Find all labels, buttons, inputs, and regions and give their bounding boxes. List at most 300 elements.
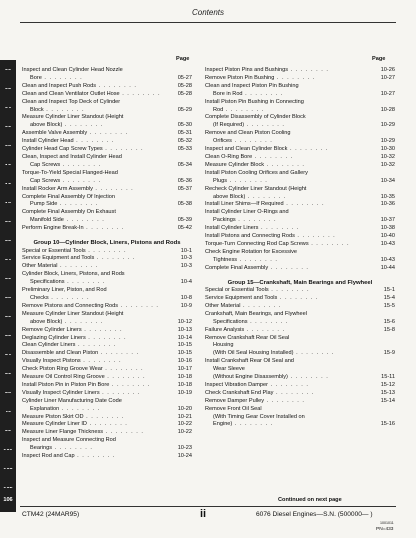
toc-entry-title: Service Equipment and Tools — [22, 255, 95, 262]
toc-entry-title: Explanation — [30, 405, 60, 412]
leader-dots: . . . . . . . . — [242, 90, 284, 97]
toc-page-number: 10-18 — [177, 381, 192, 388]
toc-page-number: 05-28 — [177, 82, 192, 89]
leader-dots: . . . . . . . . — [252, 153, 294, 160]
leader-dots: . . . . . . . . — [258, 225, 300, 232]
toc-entry — [205, 91, 395, 99]
leader-dots: . . . . . . . . — [73, 138, 115, 145]
toc-entry-title: Special or Essential Tools — [22, 247, 86, 254]
toc-entry-title: Complete Final Assembly On Exhaust — [22, 209, 116, 216]
toc-page-number: 10-19 — [177, 389, 192, 396]
toc-page-number: 10-22 — [177, 429, 192, 436]
toc-page-number: 10-37 — [380, 217, 395, 224]
toc-entry — [22, 382, 192, 390]
toc-page-number: 10-18 — [177, 374, 192, 381]
toc-entry — [22, 67, 192, 75]
toc-entry — [205, 241, 395, 249]
footer-rule — [20, 506, 396, 507]
leader-dots: . . . . . . . . — [62, 122, 104, 129]
toc-entry-title: Check Engine Rotation for Excessive — [205, 248, 298, 255]
group-heading: Group 10—Cylinder Block, Liners, Pistons and Rods — [33, 240, 181, 247]
toc-entry — [205, 170, 395, 178]
toc-entry-title: Tightness — [213, 256, 238, 263]
toc-page-number: 05-29 — [177, 106, 192, 113]
page-column-label-left: Page — [176, 56, 190, 62]
toc-page-number: 15-11 — [381, 374, 395, 381]
toc-entry-title: above Block) — [30, 318, 63, 325]
toc-page-number: 10-12 — [177, 318, 192, 325]
toc-page-number: 10-14 — [177, 334, 192, 341]
toc-entry — [205, 406, 395, 414]
toc-entry-title: Bore in Rod — [213, 90, 243, 97]
toc-entry-title: Clean Cylinder Liners — [22, 342, 76, 349]
leader-dots: . . . . . . . . — [94, 255, 136, 262]
toc-entry-title: Special or Essential Tools — [205, 287, 269, 294]
toc-entry — [205, 390, 395, 398]
toc-page-number: 15-5 — [383, 302, 395, 309]
leader-dots: . . . . . . . . — [277, 294, 319, 301]
toc-page-number: 10-44 — [380, 264, 395, 271]
leader-dots: . . . . . . . . — [41, 74, 83, 81]
leader-dots: . . . . . . . . — [264, 397, 305, 404]
toc-entry-title: (If Required) — [213, 122, 245, 129]
leader-dots: . . . . . . . . — [60, 161, 102, 168]
leader-dots: . . . . . . . . — [118, 302, 159, 309]
toc-entry-title: Check Piston Ring Groove Wear — [22, 366, 103, 373]
toc-entry-title: Clean and Inspect Push Rods — [22, 82, 97, 89]
toc-entry — [205, 201, 395, 209]
toc-entry-title: Visually Inspect Cylinder Liners — [22, 389, 100, 396]
leader-dots: . . . . . . . . — [231, 138, 273, 145]
toc-entry-title: Inspect and Measure Connecting Rod — [22, 437, 116, 444]
toc-entry — [205, 162, 395, 170]
toc-page-number: 05-42 — [177, 225, 192, 232]
toc-page-number: 10-43 — [380, 240, 395, 247]
toc-page-number: 10-29 — [380, 138, 395, 145]
toc-page-number: 10-34 — [380, 177, 395, 184]
toc-entry-title: Inspect Piston Pins and Bushings — [205, 67, 289, 73]
leader-dots: . . . . . . . . — [83, 413, 125, 420]
page-column-label-right: Page — [372, 56, 386, 62]
leader-dots: . . . . . . . . — [227, 177, 268, 184]
toc-entry — [205, 311, 395, 319]
toc-entry — [205, 194, 395, 202]
toc-entry — [22, 91, 192, 99]
toc-page-number: 10-24 — [177, 453, 192, 460]
toc-entry — [22, 271, 192, 279]
section-tab: 106 — [0, 488, 16, 512]
toc-page-number: 05-39 — [177, 217, 192, 224]
toc-entry-title: Install Rocker Arm Assembly — [22, 185, 93, 192]
toc-entry-title: Bore — [30, 74, 42, 81]
toc-entry — [22, 75, 192, 83]
toc-entry — [22, 406, 192, 414]
toc-entry — [22, 335, 192, 343]
toc-entry — [205, 366, 395, 374]
leader-dots: . . . . . . . . — [59, 405, 101, 412]
toc-entry-title: Measure Cylinder Liner Standout (Height — [22, 310, 124, 317]
toc-page-number: 10-4 — [180, 279, 192, 286]
toc-entry-title: Measure Cylinder Liner ID — [22, 421, 87, 428]
toc-entry-title: Cap Screws — [30, 177, 61, 184]
toc-entry-title: Install Piston Pin in Piston Pin Bore — [22, 381, 110, 388]
toc-entry-title: Recheck Cylinder Liner Standout (Height — [205, 185, 307, 192]
toc-entry — [205, 114, 395, 122]
toc-entry — [205, 265, 395, 273]
toc-entry-title: Remove and Clean Piston Cooling — [205, 130, 291, 137]
leader-dots: . . . . . . . . — [103, 429, 144, 436]
leader-dots: . . . . . . . . — [240, 302, 282, 309]
leader-dots: . . . . . . . . — [308, 240, 350, 247]
toc-entry-title: Bearings — [30, 445, 53, 452]
toc-entry — [205, 295, 395, 303]
toc-entry — [205, 75, 395, 83]
toc-entry — [22, 217, 192, 225]
leader-dots: . . . . . . . . — [96, 82, 137, 89]
toc-page-number: 15-8 — [383, 326, 395, 333]
leader-dots: . . . . . . . . — [287, 374, 329, 381]
toc-page-number: 05-32 — [177, 138, 192, 145]
toc-entry — [205, 319, 395, 327]
toc-entry-title: Clean, Inspect and Install Cylinder Head — [22, 153, 122, 160]
toc-entry-title: Torque-To-Yield Special Flanged-Head — [22, 169, 118, 176]
toc-page-number: 10-15 — [177, 350, 192, 357]
toc-entry-title: Inspect Vibration Damper — [205, 381, 269, 388]
toc-page-number: 15-1 — [383, 287, 395, 294]
toc-entry — [22, 122, 192, 130]
toc-page-number: 05-36 — [177, 177, 192, 184]
toc-entry — [22, 429, 192, 437]
toc-entry — [205, 335, 395, 343]
toc-entry — [22, 186, 192, 194]
toc-entry-title: Remove Cylinder Liners — [22, 326, 82, 333]
leader-dots: . . . . . . . . — [62, 318, 104, 325]
toc-entry — [22, 398, 192, 406]
toc-entry — [205, 327, 395, 335]
toc-entry — [205, 186, 395, 194]
toc-entry — [205, 209, 395, 217]
toc-entry — [22, 107, 192, 115]
toc-page-number: 10-20 — [177, 405, 192, 412]
toc-entry-title: Service Equipment and Tools — [205, 294, 278, 301]
toc-entry-title: Install Piston Pin Bushing in Connecting — [205, 98, 304, 105]
toc-entry — [22, 201, 192, 209]
toc-entry — [22, 287, 192, 295]
toc-entry — [205, 67, 395, 75]
toc-entry-title: Rod — [213, 106, 224, 113]
toc-page-number: 10-3 — [180, 263, 192, 270]
leader-dots: . . . . . . . . — [81, 326, 123, 333]
toc-entry-title: Clean O-Ring Bore — [205, 153, 253, 160]
toc-entry — [22, 342, 192, 350]
toc-page-number: 15-4 — [383, 294, 395, 301]
toc-entry — [22, 263, 192, 271]
toc-entry-title: Wear Sleeve — [213, 366, 245, 373]
toc-entry-title: Check Crankshaft End Play — [205, 389, 274, 396]
toc-entry — [205, 122, 395, 130]
leader-dots: . . . . . . . . — [268, 381, 309, 388]
leader-dots: . . . . . . . . — [98, 350, 140, 357]
toc-page-number: 15-12 — [380, 381, 395, 388]
leader-dots: . . . . . . . . — [268, 287, 310, 294]
toc-page-number: 10-27 — [380, 74, 395, 81]
toc-page-number: 05-30 — [177, 122, 192, 129]
leader-dots: . . . . . . . . — [223, 106, 265, 113]
leader-dots: . . . . . . . . — [74, 453, 116, 460]
toc-page-number: 15-9 — [383, 350, 395, 357]
toc-entry-title: Other Material — [22, 263, 58, 270]
toc-page-number: 10-29 — [380, 122, 395, 129]
toc-entry-title: Plugs — [213, 177, 227, 184]
toc-page-number: 10-36 — [380, 201, 395, 208]
toc-entry-title: Measure Cylinder Liner Standout (Height — [22, 114, 124, 121]
leader-dots: . . . . . . . . — [244, 122, 285, 129]
toc-entry-title: Remove Pistons and Connecting Rods — [22, 302, 119, 309]
toc-entry — [205, 233, 395, 241]
toc-page-number: 05-33 — [177, 146, 192, 153]
toc-entry — [205, 287, 395, 295]
toc-entry-title: above Block) — [30, 122, 63, 129]
toc-entry-title: Housing — [213, 342, 234, 349]
toc-entry-title: Complete Disassembly of Cylinder Block — [205, 114, 306, 121]
leader-dots: . . . . . . . . — [43, 106, 85, 113]
toc-entry — [22, 414, 192, 422]
toc-page-number: 10-40 — [380, 233, 395, 240]
toc-entry-title: Inspect Rod and Cap — [22, 453, 75, 460]
toc-entry — [22, 83, 192, 91]
toc-entry-title: Measure Liner Flange Thickness — [22, 429, 104, 436]
leader-dots: . . . . . . . . — [64, 279, 106, 286]
toc-page-number: 15-14 — [380, 397, 395, 404]
leader-dots: . . . . . . . . — [293, 350, 335, 357]
leader-dots: . . . . . . . . — [80, 358, 122, 365]
toc-entry — [205, 374, 395, 382]
toc-entry — [22, 327, 192, 335]
toc-entry-title: Install Cylinder Liner O-Rings and — [205, 209, 289, 216]
toc-page-number: 10-32 — [380, 153, 395, 160]
leader-dots: . . . . . . . . — [294, 233, 336, 240]
section-tabs — [0, 60, 16, 503]
toc-entry — [22, 255, 192, 263]
toc-entry — [22, 311, 192, 319]
toc-entry — [205, 303, 395, 311]
toc-page-number: 05-31 — [177, 130, 192, 137]
toc-entry-title: Deglazing Cylinder Liners — [22, 334, 86, 341]
toc-entry — [22, 138, 192, 146]
toc-entry — [205, 107, 395, 115]
toc-entry-title: Install Cylinder Head — [22, 138, 74, 145]
toc-entry-title: Crankshaft, Main Bearings, and Flywheel — [205, 310, 307, 317]
section-gap — [22, 233, 192, 240]
leader-dots: . . . . . . . . — [274, 74, 316, 81]
leader-dots: . . . . . . . . — [83, 225, 125, 232]
toc-entry-title: Cylinder Head Cap Screw Types — [22, 146, 103, 153]
toc-entry — [22, 421, 192, 429]
toc-entry-title: Inspect and Clean Cylinder Head Nozzle — [22, 67, 123, 73]
toc-page-number: 05-34 — [177, 161, 192, 168]
toc-page-number: 15-6 — [383, 318, 395, 325]
toc-entry-title: Install Cylinder Liners — [205, 225, 259, 232]
toc-entry — [205, 99, 395, 107]
footer-code: 1001011 — [380, 521, 394, 525]
footer-engine-title: 6076 Diesel Engines—S.N. (500000— ) — [256, 511, 373, 518]
toc-entry-title: (With Timing Gear Cover Installed on — [213, 413, 305, 420]
toc-entry — [205, 249, 395, 257]
toc-entry — [22, 350, 192, 358]
toc-page-number: 10-43 — [380, 256, 395, 263]
header-title: Contents — [191, 8, 225, 17]
toc-entry — [22, 279, 192, 287]
footer-manual-id: CTM42 (24MAR95) — [22, 511, 80, 518]
toc-entry-title: Assemble Valve Assembly — [22, 130, 88, 137]
toc-entry — [22, 319, 192, 327]
toc-entry-title: Remove Front Oil Seal — [205, 405, 262, 412]
toc-page-number: 10-21 — [177, 413, 192, 420]
leader-dots: . . . . . . . . — [87, 130, 129, 137]
toc-entry — [205, 382, 395, 390]
toc-entry-title: Failure Analysis — [205, 326, 245, 333]
toc-entry-title: Install Pistons and Connecting Rods — [205, 233, 295, 240]
toc-entry-title: Measure Cylinder Block — [205, 161, 265, 168]
toc-entry-title: Pump Side — [30, 201, 58, 208]
toc-entry-title: Clean and Clean Ventilator Outlet Hose — [22, 90, 120, 97]
toc-entry — [205, 178, 395, 186]
toc-entry-title: Measure Oil Control Ring Groove — [22, 374, 105, 381]
toc-entry-title: Block — [30, 106, 44, 113]
leader-dots: . . . . . . . . — [57, 263, 99, 270]
leader-dots: . . . . . . . . — [75, 342, 117, 349]
toc-entry — [22, 303, 192, 311]
toc-entry — [22, 225, 192, 233]
toc-entry — [205, 257, 395, 265]
toc-entry — [22, 445, 192, 453]
leader-dots: . . . . . . . . — [287, 146, 329, 153]
toc-entry — [22, 170, 192, 178]
toc-entry-title: Remove Piston Pin Bushing — [205, 74, 275, 81]
toc-page-number: 05-27 — [177, 74, 192, 81]
leader-dots: . . . . . . . . — [273, 389, 315, 396]
toc-entry-title: Cap Screws — [30, 161, 61, 168]
toc-entry — [205, 154, 395, 162]
toc-entry-title: Disassemble and Clean Piston — [22, 350, 99, 357]
toc-page-number: 10-30 — [380, 146, 395, 153]
toc-page-number: 10-32 — [380, 161, 395, 168]
leader-dots: . . . . . . . . — [99, 389, 141, 396]
toc-entry-title: Specifications — [213, 318, 248, 325]
toc-entry-title: (Without Engine Disassembly) — [213, 374, 288, 381]
toc-entry — [205, 414, 395, 422]
toc-entry-title: Install Crankshaft Rear Oil Seal and — [205, 358, 294, 365]
leader-dots: . . . . . . . . — [109, 381, 151, 388]
leader-dots: . . . . . . . . — [92, 185, 134, 192]
toc-page-number: 15-13 — [380, 389, 395, 396]
leader-dots: . . . . . . . . — [102, 366, 144, 373]
left-column — [22, 67, 192, 461]
toc-entry-title: Install Piston Cooling Orifices and Gallery — [205, 169, 308, 176]
leader-dots: . . . . . . . . — [86, 421, 128, 428]
toc-page-number: 10-8 — [180, 294, 192, 301]
toc-entry — [205, 342, 395, 350]
toc-entry-title: Visually Inspect Pistons — [22, 358, 81, 365]
toc-entry — [205, 398, 395, 406]
toc-entry — [22, 194, 192, 202]
leader-dots: . . . . . . . . — [63, 217, 105, 224]
toc-entry-title: Inspect and Clean Cylinder Block — [205, 146, 288, 153]
toc-entry — [22, 453, 192, 461]
leader-dots: . . . . . . . . — [245, 193, 287, 200]
toc-entry-title: Install Liner Shims—If Required — [205, 201, 284, 208]
leader-dots: . . . . . . . . — [57, 201, 99, 208]
toc-page-number: 10-1 — [180, 247, 192, 254]
toc-entry-title: Complete Final Assembly Of Injection — [22, 193, 115, 200]
toc-entry-title: (With Oil Seal Housing Installed) — [213, 350, 294, 357]
toc-entry — [205, 217, 395, 225]
leader-dots: . . . . . . . . — [60, 177, 102, 184]
leader-dots: . . . . . . . . — [85, 247, 127, 254]
leader-dots: . . . . . . . . — [264, 161, 305, 168]
toc-entry — [205, 130, 395, 138]
toc-entry-title: Specifications — [30, 279, 65, 286]
toc-page-number: 10-27 — [380, 90, 395, 97]
leader-dots: . . . . . . . . — [283, 201, 325, 208]
toc-entry — [22, 146, 192, 154]
toc-entry-title: Clean and Inspect Top Deck of Cylinder — [22, 98, 121, 105]
toc-entry-title: Other Material — [205, 302, 241, 309]
toc-entry-title: Clean and Inspect Piston Pin Bushing — [205, 82, 299, 89]
toc-page-number: 10-17 — [177, 366, 192, 373]
toc-entry-title: Remove Crankshaft Rear Oil Seal — [205, 334, 290, 341]
toc-entry — [205, 146, 395, 154]
footer-page-number: ii — [200, 508, 207, 520]
leader-dots: . . . . . . . . — [48, 294, 90, 301]
toc-entry — [205, 421, 395, 429]
toc-entry-title: Checks — [30, 294, 49, 301]
toc-page-number: 10-3 — [180, 255, 192, 262]
footer-pn: PN=433 — [376, 527, 394, 532]
toc-entry-title: Cylinder Block, Liners, Pistons, and Rods — [22, 271, 125, 278]
toc-entry — [22, 366, 192, 374]
leader-dots: . . . . . . . . — [232, 421, 274, 428]
toc-entry-title: Perform Engine Break-In — [22, 225, 84, 232]
toc-entry — [22, 295, 192, 303]
leader-dots: . . . . . . . . — [104, 374, 146, 381]
continued-note: Continued on next page — [278, 497, 342, 503]
toc-page-number: 05-37 — [177, 185, 192, 192]
toc-page-number: 10-9 — [180, 302, 192, 309]
toc-entry — [205, 350, 395, 358]
toc-page-number: 10-23 — [177, 445, 192, 452]
toc-entry-title: Cylinder Liner Manufacturing Date Code — [22, 397, 122, 404]
toc-entry-title: Manifold Side — [30, 217, 64, 224]
leader-dots: . . . . . . . . — [52, 445, 93, 452]
toc-entry — [205, 225, 395, 233]
leader-dots: . . . . . . . . — [247, 318, 289, 325]
leader-dots: . . . . . . . . — [102, 146, 144, 153]
toc-page-number: 10-16 — [177, 358, 192, 365]
toc-entry — [22, 437, 192, 445]
toc-entry — [22, 390, 192, 398]
toc-page-number: 10-26 — [380, 67, 395, 73]
leader-dots: . . . . . . . . — [288, 67, 329, 73]
toc-entry-title: Complete Final Assembly — [205, 264, 269, 271]
toc-entry-title: Torque-Turn Connecting Rod Cap Screws — [205, 240, 309, 247]
leader-dots: . . . . . . . . — [85, 334, 127, 341]
toc-entry — [205, 138, 395, 146]
leader-dots: . . . . . . . . — [119, 90, 161, 97]
toc-entry-title: Measure Piston Skirt OD — [22, 413, 84, 420]
toc-entry — [22, 99, 192, 107]
toc-entry — [22, 154, 192, 162]
